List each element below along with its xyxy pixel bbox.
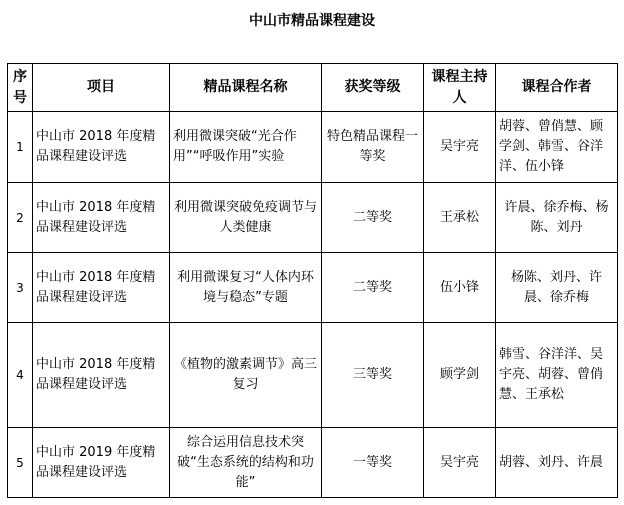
cell-project: 中山市 2018 年度精品课程建设评选 xyxy=(33,323,170,428)
cell-index: 5 xyxy=(8,428,33,498)
cell-award-level: 二等奖 xyxy=(322,253,424,323)
cell-host: 吴宇亮 xyxy=(424,428,496,498)
header-course-name: 精品课程名称 xyxy=(170,64,322,112)
cell-project: 中山市 2019 年度精品课程建设评选 xyxy=(33,428,170,498)
table-row xyxy=(8,253,618,323)
cell-course-name: 利用微课突破免疫调节与人类健康 xyxy=(170,183,322,253)
course-table xyxy=(7,63,618,498)
table-row xyxy=(8,112,618,183)
table-row xyxy=(8,183,618,253)
cell-project: 中山市 2018 年度精品课程建设评选 xyxy=(33,112,170,183)
header-project: 项目 xyxy=(33,64,170,112)
header-collaborators: 课程合作者 xyxy=(496,64,618,112)
cell-course-name: 《植物的激素调节》高三复习 xyxy=(170,323,322,428)
page-title: 中山市精品课程建设 xyxy=(249,13,375,29)
cell-project: 中山市 2018 年度精品课程建设评选 xyxy=(33,253,170,323)
cell-host: 王承松 xyxy=(424,183,496,253)
cell-course-name: 利用微课突破“光合作用”“呼吸作用”实验 xyxy=(170,112,322,183)
cell-award-level: 一等奖 xyxy=(322,428,424,498)
cell-course-name: 综合运用信息技术突破“生态系统的结构和功能” xyxy=(170,428,322,498)
header-host: 课程主持人 xyxy=(424,64,496,112)
cell-collaborators: 胡蓉、刘丹、许晨 xyxy=(496,428,618,498)
header-award-level: 获奖等级 xyxy=(322,64,424,112)
header-index: 序号 xyxy=(8,64,33,112)
cell-index: 4 xyxy=(8,323,33,428)
cell-collaborators: 胡蓉、曾俏慧、顾学剑、韩雪、谷洋洋、伍小锋 xyxy=(496,112,618,183)
cell-award-level: 特色精品课程一等奖 xyxy=(322,112,424,183)
cell-index: 2 xyxy=(8,183,33,253)
table-row xyxy=(8,323,618,428)
cell-host: 吴宇亮 xyxy=(424,112,496,183)
cell-collaborators: 杨陈、刘丹、许晨、徐乔梅 xyxy=(496,253,618,323)
cell-collaborators: 许晨、徐乔梅、杨陈、刘丹 xyxy=(496,183,618,253)
table-row xyxy=(8,428,618,498)
cell-host: 伍小锋 xyxy=(424,253,496,323)
cell-collaborators: 韩雪、谷洋洋、吴宇亮、胡蓉、曾俏慧、王承松 xyxy=(496,323,618,428)
cell-index: 3 xyxy=(8,253,33,323)
cell-course-name: 利用微课复习“人体内环境与稳态”专题 xyxy=(170,253,322,323)
table-header-row xyxy=(8,64,618,112)
cell-award-level: 三等奖 xyxy=(322,323,424,428)
cell-project: 中山市 2018 年度精品课程建设评选 xyxy=(33,183,170,253)
cell-award-level: 二等奖 xyxy=(322,183,424,253)
cell-index: 1 xyxy=(8,112,33,183)
cell-host: 顾学剑 xyxy=(424,323,496,428)
